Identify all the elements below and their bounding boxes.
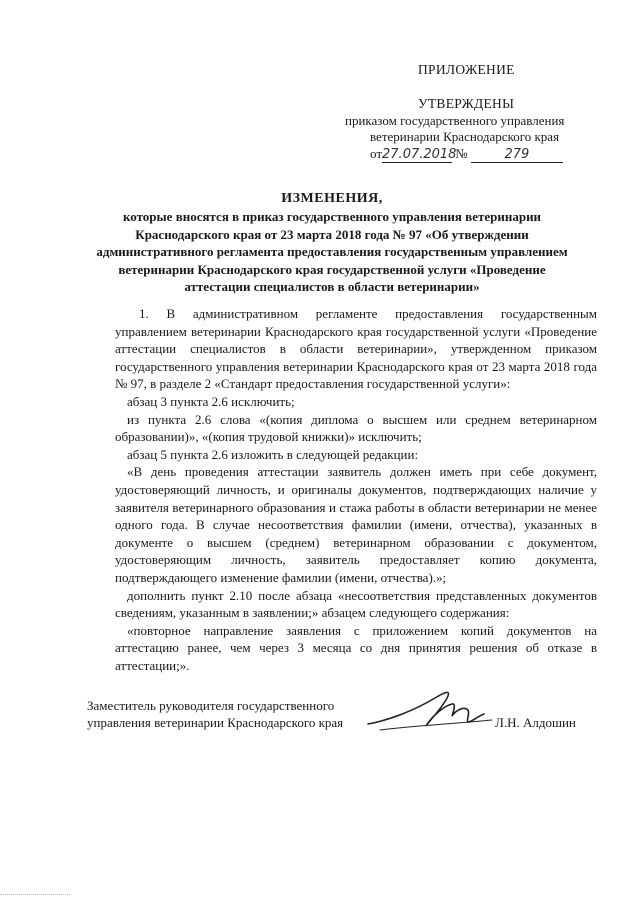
document-body <box>115 305 597 674</box>
date-prefix: от <box>370 146 383 161</box>
handwritten-signature <box>360 680 500 740</box>
date-value: 27.07.2018 <box>382 147 457 162</box>
paragraph-5: «В день проведения аттестации заявитель должен иметь при себе документ, удостоверяющий личность, и оригиналы документов, подтверждающих наличие у заявителя ветеринарного образования и стажа работы в области ветеринарии не менее одного года. В случае несоответствия фамилии (имени, отчества), указанных в документе о высшем (среднем) ветеринарном образовании с документом, удостоверяющим личность, заявитель предоставляет копию документа, подтверждающего изменение фамилии (имени, отчества).»; <box>115 464 597 585</box>
document-subtitle: которые вносятся в приказ государственного управления ветеринарии Краснодарского края от 23 марта 2018 года № 97 «Об утверждении административного регламента предоставления государственным управлением ветеринарии Краснодарского края государственной услуги «Проведение аттестации специалистов в области ветеринарии» <box>96 209 568 294</box>
number-field <box>471 147 563 163</box>
number-prefix: № <box>455 146 468 161</box>
approved-label: УТВЕРЖДЕНЫ <box>418 96 515 111</box>
paragraph-6: дополнить пункт 2.10 после абзаца «несоответствия представленных документов сведениям, указанным в заявлении;» абзацем следующего содержания: <box>115 587 597 621</box>
paragraph-2: абзац 3 пункта 2.6 исключить; <box>127 393 295 409</box>
paragraph-1: 1. В административном регламенте предоставления государственным управлением ветеринарии Краснодарского края государственной услуги «Проведение аттестации специалистов в области ветеринарии», утвержденном приказом государственного управления ветеринарии Краснодарского края от 23 марта 2018 года № 97, в разделе 2 «Стандарт предоставления государственной услуги»: <box>115 306 597 392</box>
signatory-position-line-2: управления ветеринарии Краснодарского края <box>87 715 344 730</box>
order-line-2: ветеринарии Краснодарского края <box>370 129 560 144</box>
number-value: 279 <box>504 147 530 162</box>
order-date-line <box>370 146 563 163</box>
paragraph-3: из пункта 2.6 слова «(копия диплома о высшем или среднем ветеринарном образовании)», «(копия трудовой книжки)» исключить; <box>115 411 597 445</box>
document-title: ИЗМЕНЕНИЯ, <box>281 191 383 206</box>
signatory-position-line-1: Заместитель руководителя государственного <box>87 698 335 713</box>
signatory-name: Л.Н. Алдошин <box>495 715 576 730</box>
order-line-1: приказом государственного управления <box>345 113 565 128</box>
paragraph-4: абзац 5 пункта 2.6 изложить в следующей редакции: <box>127 446 419 462</box>
date-field <box>382 147 457 163</box>
paragraph-7: «повторное направление заявления с приложением копий документов на аттестацию ранее, чем через 3 месяца со дня принятия решения об отказе в аттестации;». <box>115 622 597 673</box>
scan-artifact-dots <box>0 894 70 895</box>
appendix-label: ПРИЛОЖЕНИЕ <box>418 62 515 77</box>
